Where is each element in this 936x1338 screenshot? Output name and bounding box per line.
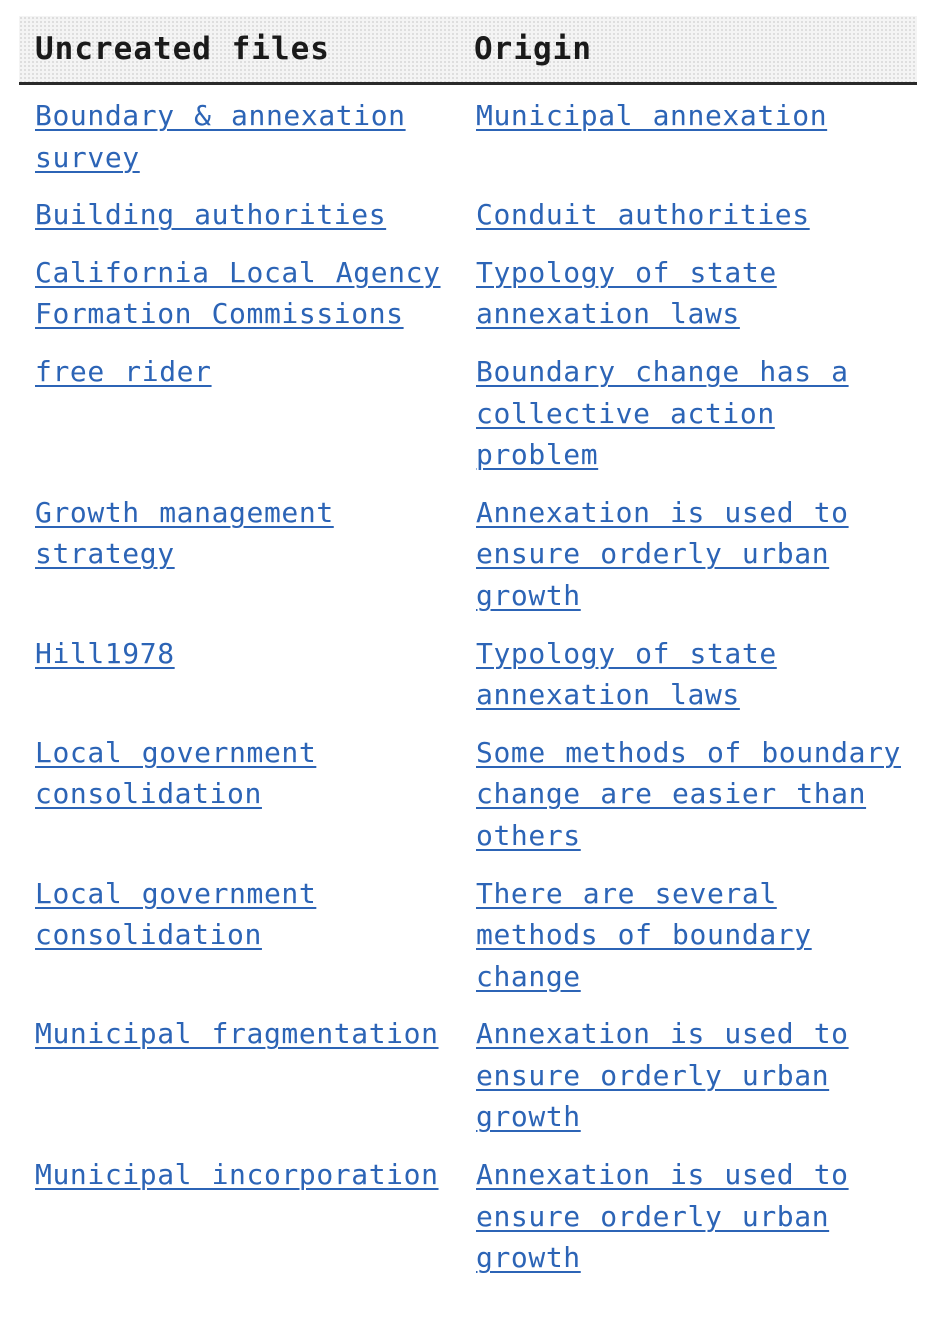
file-cell — [19, 244, 460, 343]
file-cell — [19, 1146, 460, 1287]
table-row — [19, 625, 917, 724]
table-row — [19, 1146, 917, 1287]
file-cell — [19, 724, 460, 865]
table-row — [19, 484, 917, 625]
file-cell — [19, 625, 460, 724]
origin-cell — [460, 865, 917, 1006]
column-header-origin: Origin — [460, 16, 917, 84]
column-header-uncreated-files: Uncreated files — [19, 16, 460, 84]
origin-link[interactable]: Annexation is used to ensure orderly urban growth — [476, 1017, 849, 1134]
origin-link[interactable]: Boundary change has a collective action problem — [476, 354, 849, 472]
file-cell — [19, 186, 460, 244]
origin-link[interactable]: Conduit authorities — [476, 198, 810, 232]
file-link[interactable]: Hill1978 — [35, 636, 175, 670]
origin-cell — [460, 1146, 917, 1287]
file-cell — [19, 1005, 460, 1146]
file-cell — [19, 84, 460, 187]
file-link[interactable]: Local government consolidation — [35, 876, 317, 952]
file-link[interactable]: Local government consolidation — [35, 735, 317, 811]
file-link[interactable]: free rider — [35, 354, 212, 388]
uncreated-files-table — [19, 16, 917, 1287]
table-row — [19, 244, 917, 343]
origin-cell — [460, 484, 917, 625]
file-link[interactable]: Municipal fragmentation — [35, 1017, 439, 1051]
table-row — [19, 865, 917, 1006]
origin-cell — [460, 1005, 917, 1146]
table-row — [19, 186, 917, 244]
header-row — [19, 16, 917, 84]
file-link[interactable]: Boundary & annexation survey — [35, 99, 406, 174]
origin-link[interactable]: Annexation is used to ensure orderly urban growth — [476, 1158, 849, 1275]
table-row — [19, 724, 917, 865]
file-cell — [19, 343, 460, 484]
origin-link[interactable]: Typology of state annexation laws — [476, 636, 777, 712]
table-row — [19, 84, 917, 187]
file-cell — [19, 865, 460, 1006]
origin-cell — [460, 84, 917, 187]
table-header — [19, 16, 917, 84]
table-body — [19, 84, 917, 1287]
origin-cell — [460, 186, 917, 244]
origin-link[interactable]: Municipal annexation — [476, 99, 828, 132]
origin-cell — [460, 244, 917, 343]
origin-link[interactable]: Typology of state annexation laws — [476, 255, 777, 331]
file-link[interactable]: Building authorities — [35, 198, 387, 232]
table-row — [19, 343, 917, 484]
origin-cell — [460, 343, 917, 484]
file-cell — [19, 484, 460, 625]
table-row — [19, 1005, 917, 1146]
origin-link[interactable]: Annexation is used to ensure orderly urban growth — [476, 495, 849, 612]
origin-link[interactable]: Some methods of boundary change are easier than others — [476, 735, 901, 852]
file-link[interactable]: California Local Agency Formation Commissions — [35, 255, 441, 331]
origin-link[interactable]: There are several methods of boundary change — [476, 876, 812, 993]
origin-cell — [460, 724, 917, 865]
file-link[interactable]: Municipal incorporation — [35, 1158, 439, 1192]
origin-cell — [460, 625, 917, 724]
file-link[interactable]: Growth management strategy — [35, 495, 334, 571]
